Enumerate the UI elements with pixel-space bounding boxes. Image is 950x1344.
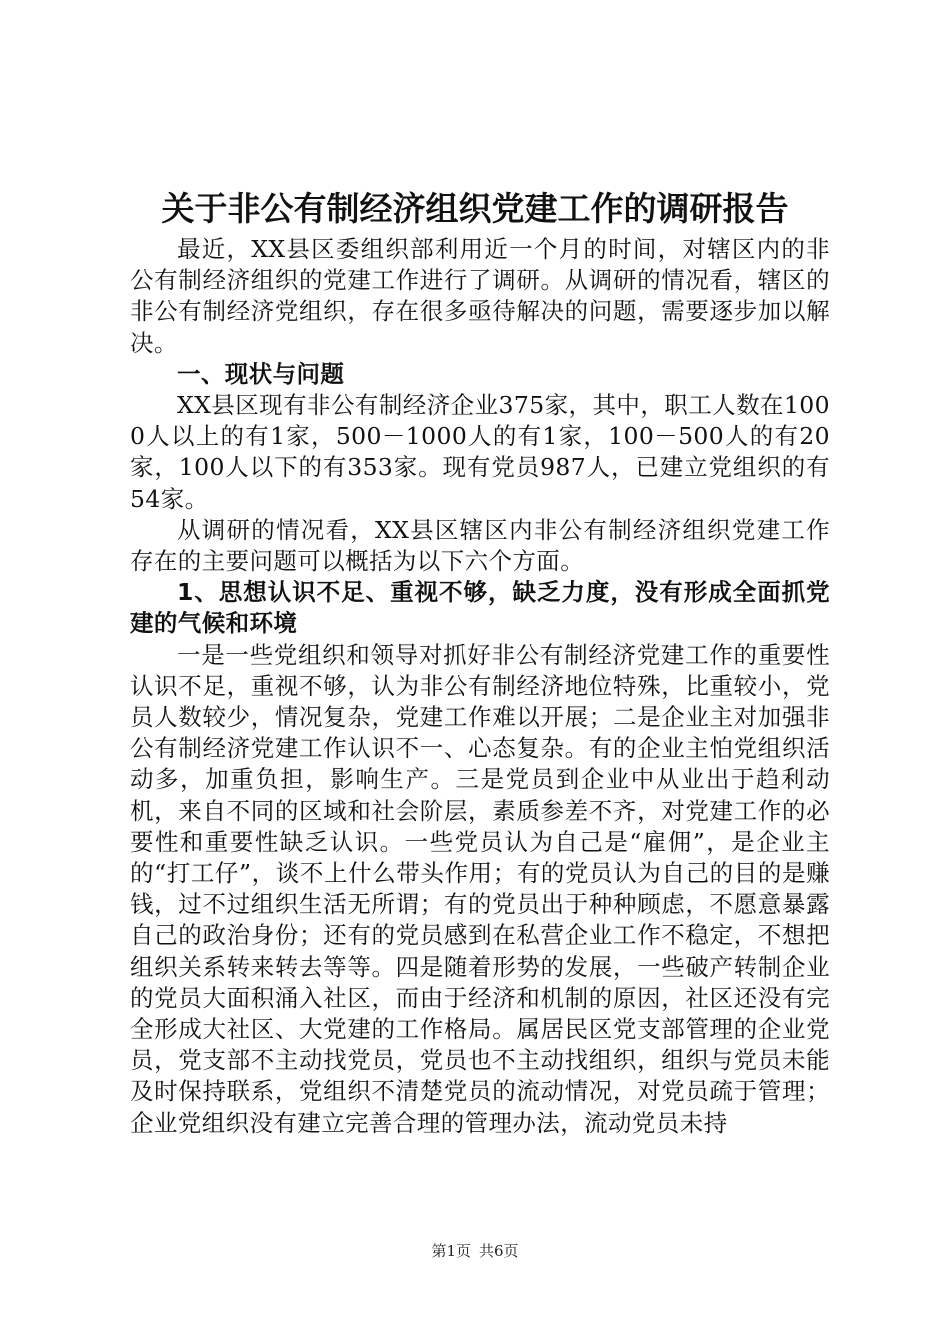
document-body xyxy=(130,234,830,1139)
section-heading: 一、现状与问题 xyxy=(177,359,345,388)
page-number: 第1页 xyxy=(431,1242,471,1260)
intro-paragraph: 最近，XX县区委组织部利用近一个月的时间，对辖区内的非公有制经济组织的党建工作进行了调研。从调研的情况看，辖区的非公有制经济党组织，存在很多亟待解决的问题，需要逐步加以解决。 xyxy=(130,235,830,357)
page-total: 共6页 xyxy=(479,1242,519,1260)
problem-paragraph: 一是一些党组织和领导对抓好非公有制经济党建工作的重要性认识不足，重视不够，认为非公有制经济地位特殊，比重较小，党员人数较少，情况复杂，党建工作难以开展；二是企业主对加强非公有制经济党建工作认识不一、心态复杂。有的企业主怕党组织活动多，加重负担，影响生产。三是党员到企业中从业出于趋利动机，来自不同的区域和社会阶层，素质参差不齐，对党建工作的必要性和重要性缺乏认识。一些党员认为自己是“雇佣”，是企业主的“打工仔”，谈不上什么带头作用；有的党员认为自己的目的是赚钱，过不过组织生活无所谓；有的党员出于种种顾虑，不愿意暴露自己的政治身份；还有的党员感到在私营企业工作不稳定，不想把组织关系转来转去等等。四是随着形势的发展，一些破产转制企业的党员大面积涌入社区，而由于经济和机制的原因，社区还没有完全形成大社区、大党建的工作格局。属居民区党支部管理的企业党员，党支部不主动找党员，党员也不主动找组织，组织与党员未能及时保持联系，党组织不清楚党员的流动情况，对党员疏于管理；企业党组织没有建立完善合理的管理办法，流动党员未持 xyxy=(130,640,830,1137)
statistics-paragraph: XX县区现有非公有制经济企业375家，其中，职工人数在1000人以上的有1家，500－1000人的有1家，100－500人的有20家，100人以下的有353家。现有党员987人，已建立党组织的有54家。 xyxy=(130,391,830,513)
page-footer xyxy=(0,1241,950,1261)
document-title: 关于非公有制经济组织党建工作的调研报告 xyxy=(161,189,789,228)
subsection-heading: 1、思想认识不足、重视不够，缺乏力度，没有形成全面抓党建的气候和环境 xyxy=(130,578,830,638)
summary-paragraph: 从调研的情况看，XX县区辖区内非公有制经济组织党建工作存在的主要问题可以概括为以下六个方面。 xyxy=(130,515,830,576)
